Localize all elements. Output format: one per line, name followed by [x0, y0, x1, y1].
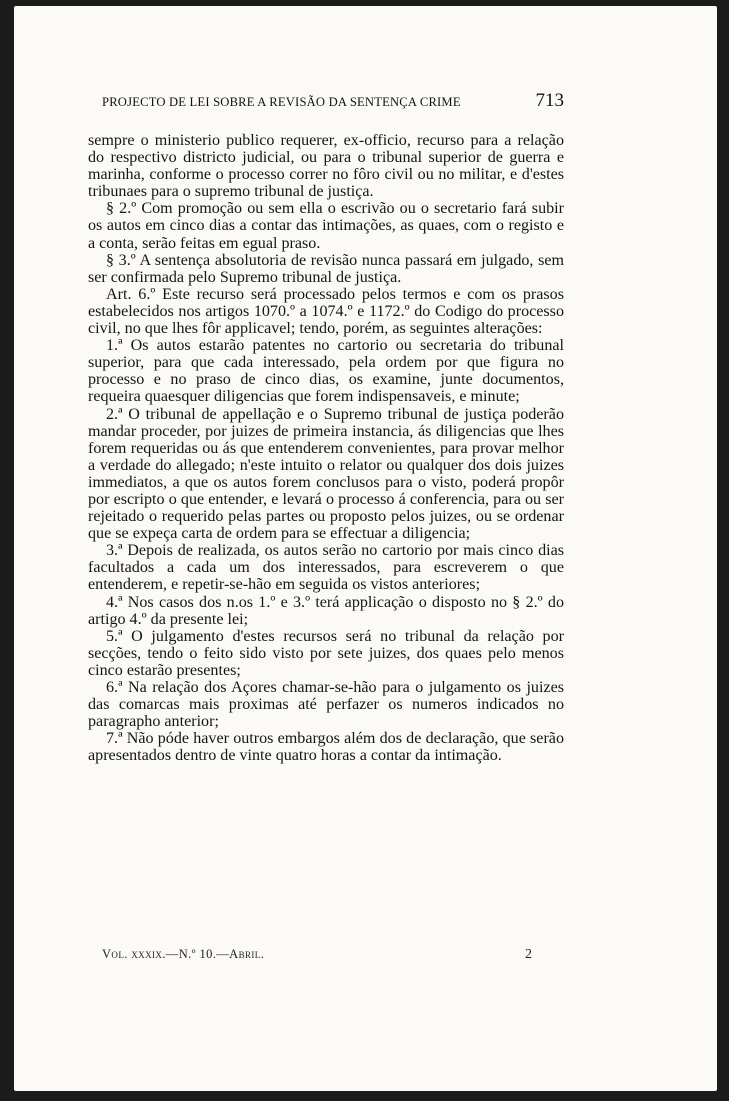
header-title: PROJECTO DE LEI SOBRE A REVISÃO DA SENTENÇA CRIME	[102, 95, 461, 109]
list-item: 7.ª Não póde haver outros embargos além dos de declaração, que serão apresentados dentro de vinte quatro horas a contar da intimação.	[88, 730, 564, 765]
signature-mark: 2	[525, 947, 532, 962]
paragraph-section-3: § 3.º A sentença absolutoria de revisão nunca passará em julgado, sem ser confirmada pelo Supremo tribunal de justiça.	[88, 251, 564, 286]
list-item: 1.ª Os autos estarão patentes no cartorio ou secretaria do tribunal superior, para que cada interessado, pela ordem por que figura no processo e no praso de cinco dias, os examine, junte documentos, requeira quaesquer diligencias que forem indispensaveis, e minute;	[88, 337, 564, 406]
volume-note: Vol. xxxix.—N.º 10.—Abril.	[102, 947, 265, 961]
page-number: 713	[535, 90, 564, 111]
list-item: 5.ª O julgamento d'estes recursos será no tribunal da relação por secções, tendo o feito sido visto por sete juizes, dos quaes pelo menos cinco estarão presentes;	[88, 627, 564, 679]
page-body	[88, 132, 564, 764]
list-item: 4.ª Nos casos dos n.os 1.º e 3.º terá applicação o disposto no § 2.º do artigo 4.º da presente lei;	[88, 593, 564, 628]
list-item: 6.ª Na relação dos Açores chamar-se-hão para o julgamento os juizes das comarcas mais proximas até perfazer os numeros indicados no paragrapho anterior;	[88, 679, 564, 731]
paragraph-section-2: § 2.º Com promoção ou sem ella o escrivão ou o secretario fará subir os autos em cinco dias a contar das intimações, as quaes, com o registo e a conta, serão feitas em egual praso.	[88, 200, 564, 252]
running-header	[102, 90, 564, 112]
list-item: 3.ª Depois de realizada, os autos serão no cartorio por mais cinco dias facultados a cada um dos interessados, para escreverem o que entenderem, e repetir-se-hão em seguida os vistos anteriores;	[88, 542, 564, 594]
paragraph: sempre o ministerio publico requerer, ex-officio, recurso para a relação do respectivo districto judicial, ou para o tribunal superior de guerra e marinha, conforme o processo correr no fôro civil ou no militar, e d'estes tribunaes para o supremo tribunal de justiça.	[88, 132, 564, 201]
list-item: 2.ª O tribunal de appellação e o Supremo tribunal de justiça poderão mandar proceder, por juizes de primeira instancia, ás diligencias que lhes forem requeridas ou ás que entenderem convenientes, para provar melhor a verdade do allegado; n'este intuito o relator ou qualquer dos dois juizes immediatos, a que os autos forem conclusos para o visto, poderá propôr por escripto o que entender, e levará o processo á conferencia, para ou ser rejeitado o requerido pelas partes ou proposto pelos juizes, ou se ordenar que se expeça carta de ordem para se effectuar a diligencia;	[88, 405, 564, 543]
paragraph-article-6: Art. 6.º Este recurso será processado pelos termos e com os prasos estabelecidos nos artigos 1070.º a 1074.º e 1172.º do Codigo do processo civil, no que lhes fôr applicavel; tendo, porém, as seguintes alterações:	[88, 285, 564, 338]
page-footer	[102, 947, 532, 963]
